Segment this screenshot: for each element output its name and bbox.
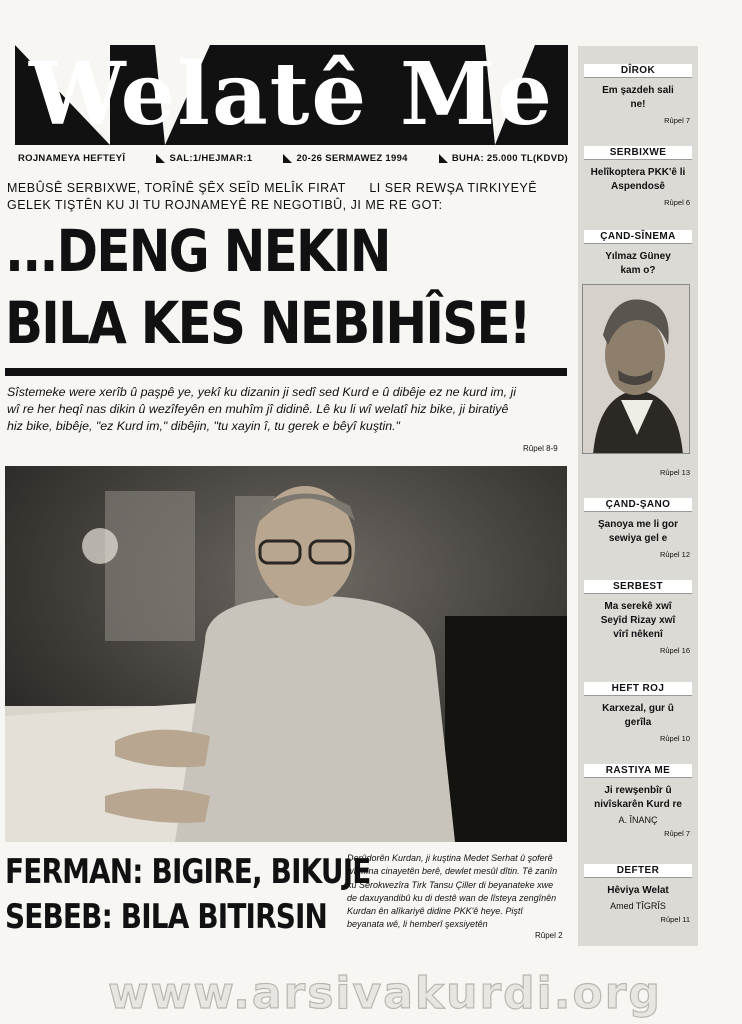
section-page-ref: Rûpel 12 bbox=[659, 550, 690, 559]
section-tag: RASTIYA ME bbox=[584, 764, 692, 778]
sidebar-section-serbixwe[interactable] bbox=[578, 142, 698, 207]
bottom-headline-line-1: FERMAN: BIGIRE, BIKUJE bbox=[5, 852, 371, 892]
section-tag: DÎROK bbox=[584, 64, 692, 78]
section-tag: ÇAND-ŞANO bbox=[584, 498, 692, 512]
section-tag: SERBEST bbox=[584, 580, 692, 594]
triangle-marker-icon bbox=[156, 154, 165, 163]
sidebar-section-defter[interactable] bbox=[578, 860, 698, 924]
masthead-banner bbox=[15, 45, 568, 145]
section-title: Yılmaz Güney kam o? bbox=[605, 251, 671, 276]
section-tag: HEFT ROJ bbox=[584, 682, 692, 696]
section-page-ref: Rûpel 7 bbox=[664, 116, 690, 125]
section-title: Em şazdeh sali ne! bbox=[602, 85, 674, 110]
section-title: Karxezal, gur û gerîla bbox=[602, 703, 674, 728]
headline-line-1: ...DENG NEKIN bbox=[5, 217, 390, 285]
bottom-page-ref: Rûpel 2 bbox=[535, 931, 563, 940]
sidebar-section-dirok[interactable] bbox=[578, 60, 698, 125]
headline-line-2: BILA KES NEBIHÎSE! bbox=[5, 289, 530, 357]
section-page-ref: Rûpel 16 bbox=[659, 646, 690, 655]
triangle-marker-icon bbox=[439, 154, 448, 163]
bottom-headline bbox=[5, 850, 371, 940]
sidebar-section-cand-sinema[interactable] bbox=[578, 226, 698, 278]
issue-date: 20-26 SERMAWEZ 1994 bbox=[296, 152, 408, 164]
bottom-story-text: Derûdorên Kurdan, ji kuştina Medet Serhat û şoferê wî mîna cinayetên berê, dewlet mesûl dîtin. Tê zanîn ku Serokwezîra Tirk Tansu Çiller di beyanateke xwe de daxuyandibû ku di destê wan de lîsteya zengînên Kurdan ên alîkariyê didine PKK'ê heye. Piştî beyanata wê, li hemberî şexsiyetên bbox=[347, 853, 558, 930]
portrait-photo bbox=[582, 284, 690, 454]
section-page-ref: Rûpel 11 bbox=[660, 915, 690, 924]
section-title: Hêviya Welat bbox=[607, 885, 669, 896]
lede-page-ref: Rûpel 8-9 bbox=[523, 444, 558, 453]
deck-line-2: GELEK TIŞTÊN KU JI TU ROJNAMEYÊ RE NEGOTIBÛ, JI ME RE GOT: bbox=[7, 198, 443, 212]
sidebar-section-cand-sano[interactable] bbox=[578, 494, 698, 559]
main-headline bbox=[5, 216, 565, 360]
section-page-ref: Rûpel 6 bbox=[664, 198, 690, 207]
main-photo bbox=[5, 466, 567, 842]
masthead-meta bbox=[18, 150, 568, 166]
section-author: Amed TÎGRÎS bbox=[610, 901, 666, 911]
sidebar-section-heft-roj[interactable] bbox=[578, 678, 698, 743]
issue-price: BUHA: 25.000 TL(KDVD) bbox=[451, 152, 568, 164]
deck-line-1: MEBÛSÊ SERBIXWE, TORÎNÊ ŞÊX SEÎD MELÎK FIRAT LI SER REWŞA TIRKIYEYÊ bbox=[7, 181, 538, 195]
masthead-title: Welatê Me bbox=[29, 45, 554, 145]
section-title: Şanoya me li gor sewiya gel e bbox=[597, 519, 679, 544]
triangle-marker-icon bbox=[283, 154, 292, 163]
watermark: www.arsivakurdi.org bbox=[108, 968, 662, 1019]
issue-volume: SAL:1/HEJMAR:1 bbox=[169, 152, 253, 164]
section-tag: SERBIXWE bbox=[584, 146, 692, 160]
headline-deck bbox=[7, 180, 567, 214]
section-tag: ÇAND-SÎNEMA bbox=[584, 230, 692, 244]
section-title: Helîkoptera PKK'ê li Aspendosê bbox=[590, 167, 686, 192]
section-title: Ma serekê xwî Seyîd Rizay xwî vîrî nêkenî bbox=[600, 601, 676, 640]
sidebar-section-rastiya-me[interactable] bbox=[578, 760, 698, 838]
headline-rule bbox=[5, 368, 567, 376]
section-page-ref: Rûpel 10 bbox=[659, 734, 690, 743]
lede-text: Sîstemeke were xerîb û paşpê ye, yekî ku dizanin ji sedî sed Kurd e û dibêje ez ne kurd im, ji wî re her heqî nas dikin û wezîfeyên en muhîm jî didinê. Lê ku li wî welatî hiz bike, ji biratiyê hiz bike, bibêje, "ez Kurd im," dibêjin, "tu xayin î, tu gerek e bêyî kuştin." bbox=[7, 385, 516, 433]
section-tag: DEFTER bbox=[584, 864, 692, 878]
sidebar-index bbox=[578, 46, 698, 946]
section-author: A. ÎNANÇ bbox=[618, 815, 658, 825]
section-page-ref: Rûpel 7 bbox=[664, 829, 690, 838]
bottom-headline-line-2: SEBEB: BILA BITIRSIN bbox=[5, 897, 328, 937]
section-page-ref: Rûpel 13 bbox=[659, 468, 690, 477]
sidebar-photo-caption bbox=[578, 464, 698, 477]
section-title: Ji rewşenbîr û nivîskarên Kurd re bbox=[594, 785, 682, 810]
sidebar-section-serbest[interactable] bbox=[578, 576, 698, 655]
subtitle: ROJNAMEYA HEFTEYÎ bbox=[18, 152, 126, 164]
